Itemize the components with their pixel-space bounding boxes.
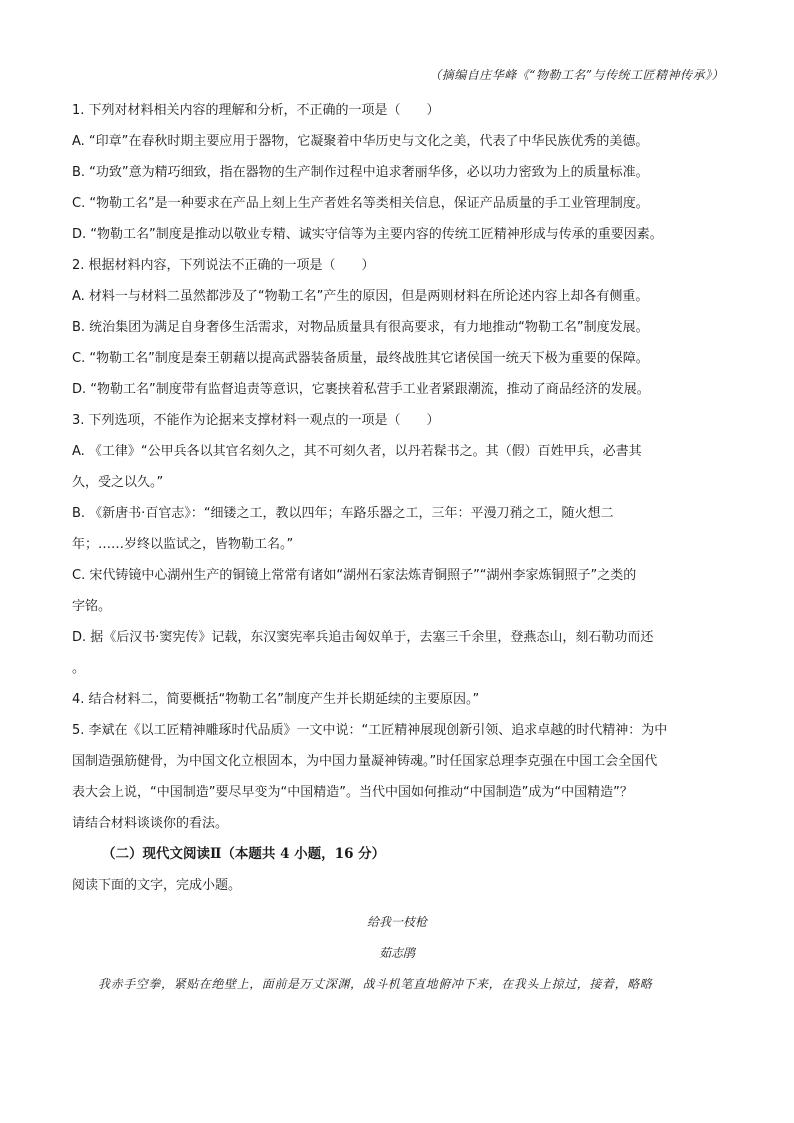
question-1-stem: 1. 下列对材料相关内容的理解和分析，不正确的一项是（ ）: [72, 103, 440, 118]
question-3-option-b-line-1: B. 《新唐书·百官志》：“细镂之工，教以四年；车路乐器之工，三年：平漫刀矟之工，随火想二: [72, 506, 614, 521]
document-body: [72, 95, 722, 1000]
question-3-option-d-line-2: 。: [72, 661, 86, 676]
source-citation: （摘编自庄华峰《“物勒工名”与传统工匠精神传承》）: [429, 68, 724, 82]
question-4-stem: 4. 结合材料二，简要概括“物勒工名”制度产生并长期延续的主要原因。”: [72, 692, 480, 707]
question-2-option-b: B. 统治集团为满足自身奢侈生活需求，对物品质量具有很高要求，有力地推动“物勒工名”制度发展。: [72, 320, 649, 335]
question-1-option-d: D. “物勒工名”制度是推动以敬业专精、诚实守信等为主要内容的传统工匠精神形成与传承的重要因素。: [72, 227, 663, 242]
question-2-option-c: C. “物勒工名”制度是秦王朝藉以提高武器装备质量，最终战胜其它诸侯国一统天下极为重要的保障。: [72, 351, 649, 366]
question-1-option-a: A. “印章”在春秋时期主要应用于器物，它凝聚着中华历史与文化之美，代表了中华民族优秀的美德。: [72, 134, 649, 149]
question-3-stem: 3. 下列选项，不能作为论据来支撑材料一观点的一项是（ ）: [72, 413, 440, 428]
story-title: 给我一枝枪: [366, 915, 427, 929]
story-first-line: 我赤手空拳，紧贴在绝壁上，面前是万丈深渊，战斗机笔直地俯冲下来，在我头上掠过，接着，略略: [98, 977, 653, 991]
question-5-line-3: 表大会上说，“中国制造”要尽早变为“中国精造”。当代中国如何推动“中国制造”成为“中国精造”？: [72, 785, 633, 800]
story-author: 茹志鹃: [378, 946, 415, 960]
question-5-line-4: 请结合材料谈谈你的看法。: [72, 816, 229, 831]
question-2-option-a: A. 材料一与材料二虽然都涉及了“物勒工名”产生的原因，但是两则材料在所论述内容上却各有侧重。: [72, 289, 649, 304]
question-3-option-a-line-2: 久，受之以久。”: [72, 475, 164, 490]
question-3-option-b-line-2: 年；……岁终以监试之，皆物勒工名。”: [72, 537, 294, 552]
section-heading: （二）现代文阅读Ⅱ（本题共 4 小题，16 分）: [102, 846, 386, 862]
question-2-option-d: D. “物勒工名”制度带有监督追责等意识，它裹挟着私营手工业者紧跟潮流，推动了商品经济的发展。: [72, 382, 650, 397]
reading-instruction: 阅读下面的文字，完成小题。: [72, 878, 242, 893]
question-3-option-a-line-1: A. 《工律》“公甲兵各以其官名刻久之，其不可刻久者，以丹若髹书之。其（假）百姓甲兵，必書其: [72, 444, 642, 459]
question-1-option-c: C. “物勒工名”是一种要求在产品上刻上生产者姓名等类相关信息，保证产品质量的手工业管理制度。: [72, 196, 649, 211]
question-5-line-2: 国制造强筋健骨，为中国文化立根固本，为中国力量凝神铸魂。”时任国家总理李克强在中国工会全国代: [72, 754, 658, 769]
question-5-line-1: 5. 李斌在《以工匠精神雕琢时代品质》一文中说：“工匠精神展现创新引领、追求卓越的时代精神：为中: [72, 723, 668, 738]
question-3-option-d-line-1: D. 据《后汉书·窦宪传》记载，东汉窦宪率兵追击匈奴单于，去塞三千余里，登燕态山，刻石勒功而还: [72, 630, 654, 645]
question-1-option-b: B. “功致”意为精巧细致，指在器物的生产制作过程中追求奢丽华侈，必以功力密致为上的质量标准。: [72, 165, 649, 180]
question-3-option-c-line-2: 字铭。: [72, 599, 112, 614]
question-3-option-c-line-1: C. 宋代铸镜中心湖州生产的铜镜上常常有诸如“湖州石家法炼青铜照子”“湖州李家炼铜照子”之类的: [72, 568, 637, 583]
question-2-stem: 2. 根据材料内容，下列说法不正确的一项是（ ）: [72, 258, 375, 273]
